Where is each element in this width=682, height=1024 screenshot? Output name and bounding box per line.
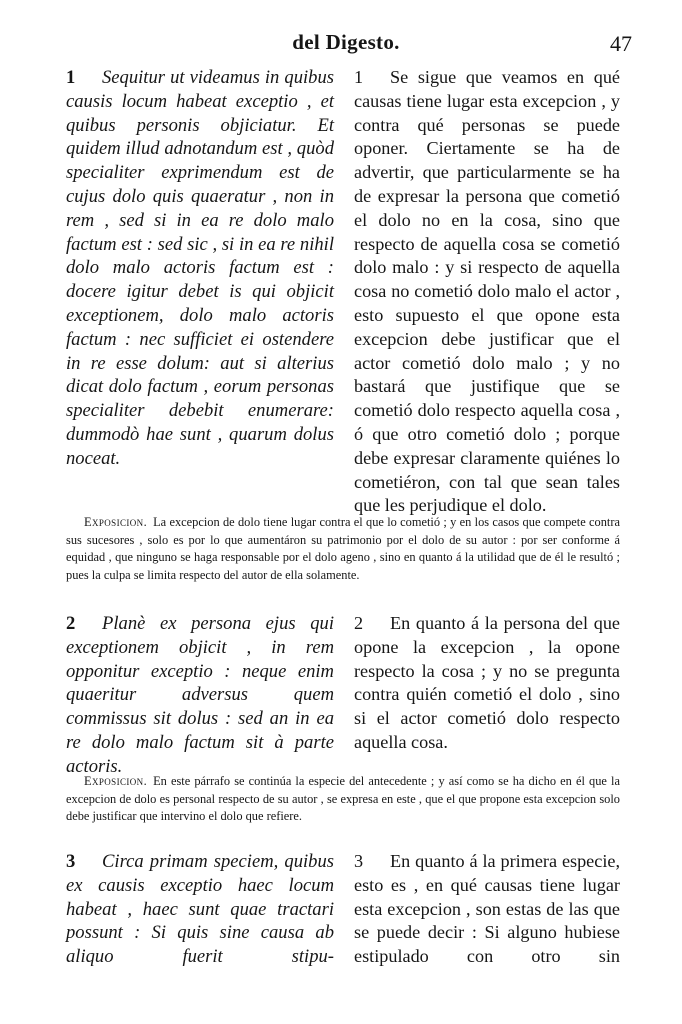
exposicion-note — [66, 773, 620, 826]
running-title: del Digesto. — [292, 30, 400, 54]
spanish-text: En quanto á la persona del que opone la excepcion , la opone respecto la cosa ; y no se pregunta contra quién cometió el dolo , sino si el actor cometió dolo respecto aquella cosa. — [354, 613, 620, 752]
spanish-text: Se sigue que veamos en qué causas tiene lugar esta excepcion , y contra qué personas se puede oponer. Ciertamente se ha de advertir, que particularmente se ha de expresar la persona que cometió el dolo no en la cosa, sino que respecto de aquella cosa se cometió dolo malo : y si respecto de aquella cosa no cometió dolo malo el actor , esto supuesto el que opone esta excepcion debe justificar que el actor cometió dolo malo ; y no bastará que justifique que se cometió dolo respecto aquella cosa , ó que otro cometió dolo ; porque debe expresar claramente quiénes lo cometiéron, con tal que sean tales que les perjudique el dolo. — [354, 67, 620, 516]
spanish-text: En quanto á la primera especie, esto es , en qué causas tiene lugar esta excepcion , son estas de las que se puede decir : Si alguno hubiese estipulado con otro sin — [354, 851, 620, 967]
exposicion-label: Exposicion. — [84, 515, 148, 529]
exposicion-note — [66, 514, 620, 584]
paragraph-number: 3 — [66, 851, 76, 872]
section-3 — [0, 850, 682, 968]
latin-paragraph — [66, 612, 334, 779]
latin-paragraph — [66, 66, 334, 471]
latin-text: Planè ex persona ejus qui exceptionem objicit , in rem opponitur exceptio : neque enim quaeritur adversus quem commissus sit dolus : sed an in ea re dolo malo factum sit à parte actoris. — [66, 613, 334, 777]
spanish-paragraph — [354, 612, 620, 755]
spanish-paragraph — [354, 850, 620, 969]
latin-paragraph — [66, 850, 334, 969]
running-head — [60, 30, 632, 58]
paragraph-number: 1 — [354, 67, 364, 87]
paragraph-number: 2 — [66, 613, 76, 634]
page-number: 47 — [610, 31, 632, 56]
paragraph-number: 3 — [354, 851, 364, 871]
paragraph-number: 2 — [354, 613, 364, 633]
exposicion-label: Exposicion. — [84, 774, 148, 788]
section-1 — [0, 66, 682, 516]
spanish-paragraph — [354, 66, 620, 518]
latin-text: Sequitur ut videamus in quibus causis locum habeat exceptio , et quibus personis objiciatur. Et quidem illud adnotandum est , quòd specialiter exprimendum est de cujus dolo quis quaeratur , non in rem , sed si in ea re dolo malo factum est : sed sic , si in ea re nihil dolo malo actoris factum est : docere igitur debet is qui objicit exceptionem, dolo malo actoris factum : nec sufficiet ei ostendere in re esse dolum: aut si alterius dicat dolo factum , eorum personas specialiter debebit enumerare: dummodò hae sunt , quarum dolus noceat. — [66, 67, 334, 469]
exposicion-text: En este párrafo se continúa la especie del antecedente ; y así como se ha dicho en él que la excepcion de dolo es personal respecto de su autor , se expresa en este , que el que propone esta excepcion solo debe justificar que intervino el dolo que refiere. — [66, 774, 620, 824]
paragraph-number: 1 — [66, 67, 76, 88]
exposicion-text: La excepcion de dolo tiene lugar contra el que lo cometió ; y en los casos que compete contra sus sucesores , solo es por lo que aumentáron su patrimonio por el dolo de su autor : por ser conforme á equidad , que ninguno se haga responsable por el dolo ageno , sino en quanto á la utilidad que de él le resultó ; pues la culpa se limita respecto del autor de ella solamente. — [66, 515, 620, 582]
latin-text: Circa primam speciem, quibus ex causis exceptio haec locum habeat , haec sunt quae tractari possunt : Si quis sine causa ab aliquo fuerit stipu- — [66, 851, 334, 968]
section-2 — [0, 612, 682, 777]
